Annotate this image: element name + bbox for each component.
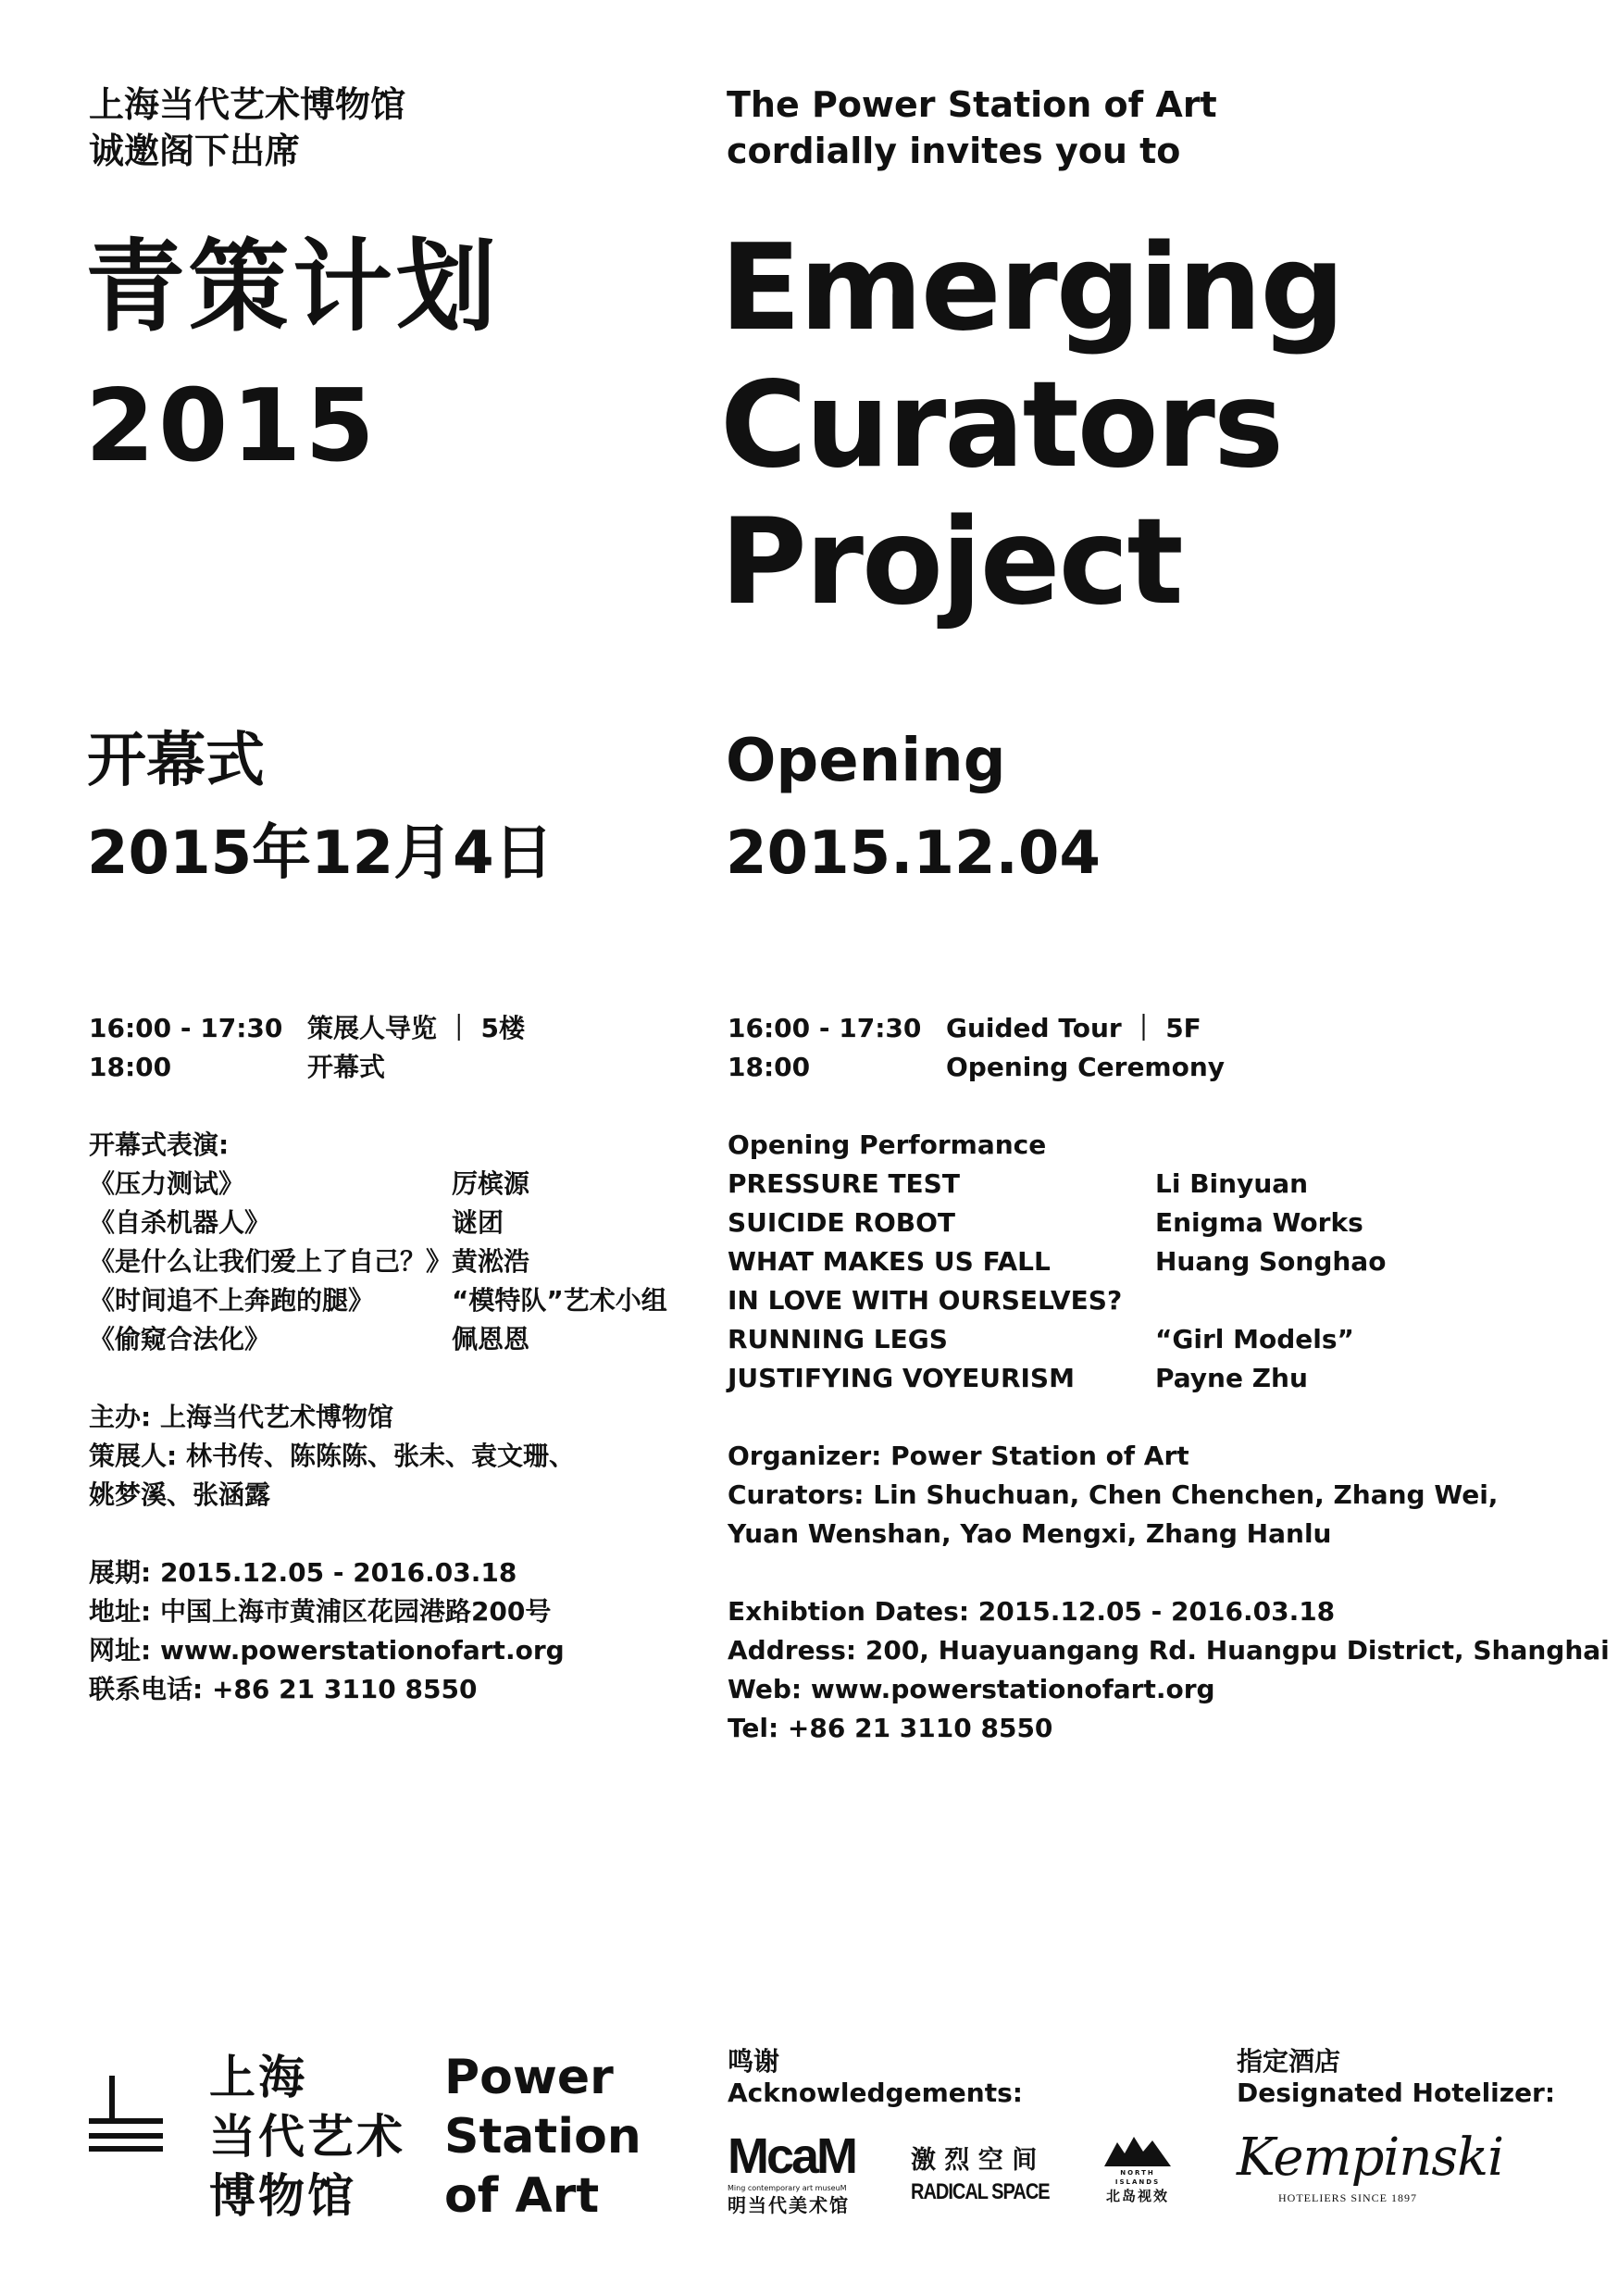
schedule-time: 16:00 - 17:30: [728, 1013, 922, 1043]
en-credits: [728, 1437, 1579, 1554]
performance-artist: Li Binyuan: [1155, 1168, 1309, 1199]
performance-heading: Opening Performance: [728, 1129, 1047, 1160]
performance-artist: “Girl Models”: [1155, 1324, 1354, 1354]
en-performance-row: [728, 1281, 1579, 1320]
kempinski-wordmark: Kempinski: [1237, 2128, 1503, 2188]
performance-artist: Enigma Works: [1155, 1207, 1363, 1238]
credit-line: Yuan Wenshan, Yao Mengxi, Zhang Hanlu: [728, 1518, 1332, 1549]
en-performance-heading: [728, 1126, 1579, 1165]
radical-space-logo: [911, 2144, 1050, 2202]
spacer: [89, 1515, 681, 1554]
cn-invite-line: 诚邀阁下出席: [89, 131, 301, 171]
performance-work: JUSTIFYING VOYEURISM: [728, 1363, 1075, 1393]
credit-line: 策展人: 林书传、陈陈陈、张未、袁文珊、: [89, 1441, 575, 1471]
performance-artist: Payne Zhu: [1155, 1363, 1308, 1393]
performance-artist: 黄淞浩: [452, 1246, 530, 1277]
en-project-title: [720, 220, 1343, 631]
performance-work: 《压力测试》: [89, 1168, 245, 1199]
performance-work: PRESSURE TEST: [728, 1168, 960, 1199]
spacer: [728, 1398, 1579, 1437]
logo-cn-line: 上海: [209, 2051, 307, 2104]
cn-title-year: 2015: [85, 368, 379, 484]
north-islands-logo: [1096, 2135, 1179, 2205]
credit-line: 主办: 上海当代艺术博物馆: [89, 1402, 393, 1432]
schedule-event: Guided Tour ｜ 5F: [946, 1013, 1201, 1043]
logo-en-line: of Art: [444, 2168, 600, 2224]
en-info: [728, 1592, 1610, 1748]
en-opening-label: Opening: [726, 727, 1006, 795]
credit-line: Organizer: Power Station of Art: [728, 1441, 1189, 1471]
radical-cn: 激 烈 空 间: [911, 2146, 1038, 2175]
radical-en: RADICAL SPACE: [911, 2179, 1050, 2204]
cn-info: [89, 1554, 681, 1709]
hotel-cn: 指定酒店: [1237, 2046, 1341, 2077]
logo-cn-line: 当代艺术: [209, 2110, 405, 2164]
performance-artist: “模特队”艺术小组: [452, 1285, 667, 1316]
cn-invite-line: 上海当代艺术博物馆: [89, 84, 406, 125]
ack-en: Acknowledgements:: [728, 2078, 1023, 2108]
kempinski-logo: [1237, 2126, 1503, 2205]
psa-logo-icon: [89, 2076, 163, 2153]
en-details-column: [728, 1009, 1610, 1748]
ack-cn: 鸣谢: [728, 2046, 780, 2077]
north-en: NORTH ISLANDS: [1114, 2169, 1161, 2186]
performance-heading: 开幕式表演:: [89, 1129, 230, 1160]
cn-performance-row: [89, 1165, 681, 1204]
cn-opening: [87, 715, 554, 900]
performance-work: RUNNING LEGS: [728, 1324, 948, 1354]
en-title-line: Emerging: [720, 219, 1343, 357]
en-opening: [726, 715, 1101, 900]
cn-title-line: 青策计划: [85, 230, 501, 345]
performance-work: 《自杀机器人》: [89, 1207, 271, 1238]
psa-logo-en: [444, 2048, 641, 2226]
cn-performance-row: [89, 1242, 681, 1281]
performance-work: 《时间追不上奔跑的腿》: [89, 1285, 375, 1316]
en-performance-row: [728, 1165, 1579, 1204]
en-opening-date: 2015.12.04: [726, 819, 1101, 888]
cn-performance-heading: [89, 1126, 681, 1165]
mcam-wordmark: McaM: [728, 2128, 856, 2184]
info-website: Web: www.powerstationofart.org: [728, 1674, 1215, 1704]
en-title-line: Curators: [720, 356, 1282, 494]
performance-work: 《偷窥合法化》: [89, 1324, 271, 1354]
info-address: Address: 200, Huayuangang Rd. Huangpu District, Shanghai: [728, 1635, 1610, 1666]
acknowledgements-heading: [728, 2046, 1023, 2109]
cn-details-column: [89, 1009, 681, 1709]
hotel-heading: [1237, 2046, 1555, 2109]
cn-performance-row: [89, 1320, 681, 1359]
mcam-logo: [728, 2129, 866, 2216]
schedule-time: 16:00 - 17:30: [89, 1013, 283, 1043]
en-title-line: Project: [720, 493, 1182, 631]
en-schedule-row: [728, 1048, 1579, 1087]
schedule-event: Opening Ceremony: [946, 1052, 1226, 1082]
info-address: 地址: 中国上海市黄浦区花园港路200号: [89, 1596, 552, 1627]
en-performance-row: [728, 1320, 1579, 1359]
info-dates: 展期: 2015.12.05 - 2016.03.18: [89, 1557, 517, 1588]
credit-line: Curators: Lin Shuchuan, Chen Chenchen, Zhang Wei,: [728, 1479, 1499, 1510]
performance-artist: 厉槟源: [452, 1168, 530, 1199]
logo-cn-line: 博物馆: [209, 2169, 356, 2223]
spacer: [89, 1359, 681, 1398]
en-performance-row: [728, 1359, 1579, 1398]
performance-work: IN LOVE WITH OURSELVES?: [728, 1285, 1123, 1316]
info-phone: Tel: +86 21 3110 8550: [728, 1713, 1053, 1743]
info-dates: Exhibtion Dates: 2015.12.05 - 2016.03.18: [728, 1596, 1336, 1627]
schedule-time: 18:00: [728, 1052, 811, 1082]
cn-invitation: [89, 81, 405, 174]
spacer: [728, 1554, 1579, 1592]
en-schedule-row: [728, 1009, 1579, 1048]
cn-opening-label: 开幕式: [87, 727, 265, 795]
en-invitation: [727, 81, 1217, 174]
mcam-subtitle: Ming contemporary art museuM: [728, 2184, 847, 2192]
credit-line: 姚梦溪、张涵露: [89, 1479, 271, 1510]
cn-performance-row: [89, 1281, 681, 1320]
logo-en-line: Station: [444, 2109, 641, 2165]
spacer: [728, 1087, 1579, 1126]
en-performance-row: [728, 1204, 1579, 1242]
logo-en-line: Power: [444, 2050, 614, 2105]
performance-work: 《是什么让我们爱上了自己？》: [89, 1246, 453, 1277]
performance-artist: Huang Songhao: [1155, 1246, 1387, 1277]
info-website: 网址: www.powerstationofart.org: [89, 1635, 565, 1666]
schedule-event: 策展人导览 ｜ 5楼: [307, 1013, 525, 1043]
info-phone: 联系电话: +86 21 3110 8550: [89, 1674, 478, 1704]
cn-project-title: [85, 218, 500, 496]
en-invite-line: The Power Station of Art: [727, 84, 1217, 125]
psa-logo-cn: [209, 2048, 405, 2226]
hotel-en: Designated Hotelizer:: [1237, 2078, 1556, 2108]
cn-schedule-row: [89, 1048, 681, 1087]
performance-work: WHAT MAKES US FALL: [728, 1246, 1051, 1277]
performance-artist: 佩恩恩: [452, 1324, 530, 1354]
performance-artist: 谜团: [452, 1207, 504, 1238]
spacer: [89, 1087, 681, 1126]
north-cn: 北岛视效: [1105, 2188, 1169, 2204]
en-invite-line: cordially invites you to: [727, 131, 1181, 171]
mountain-icon: [1104, 2135, 1171, 2166]
cn-credits: [89, 1398, 681, 1515]
en-performance-row: [728, 1242, 1579, 1281]
cn-performance-row: [89, 1204, 681, 1242]
mcam-cn: 明当代美术馆: [728, 2194, 850, 2216]
cn-opening-date: 2015年12月4日: [87, 819, 554, 888]
schedule-time: 18:00: [89, 1052, 172, 1082]
cn-schedule-row: [89, 1009, 681, 1048]
kempinski-tagline: HOTELIERS SINCE 1897: [1278, 2191, 1417, 2204]
performance-work: SUICIDE ROBOT: [728, 1207, 956, 1238]
schedule-event: 开幕式: [307, 1052, 386, 1082]
